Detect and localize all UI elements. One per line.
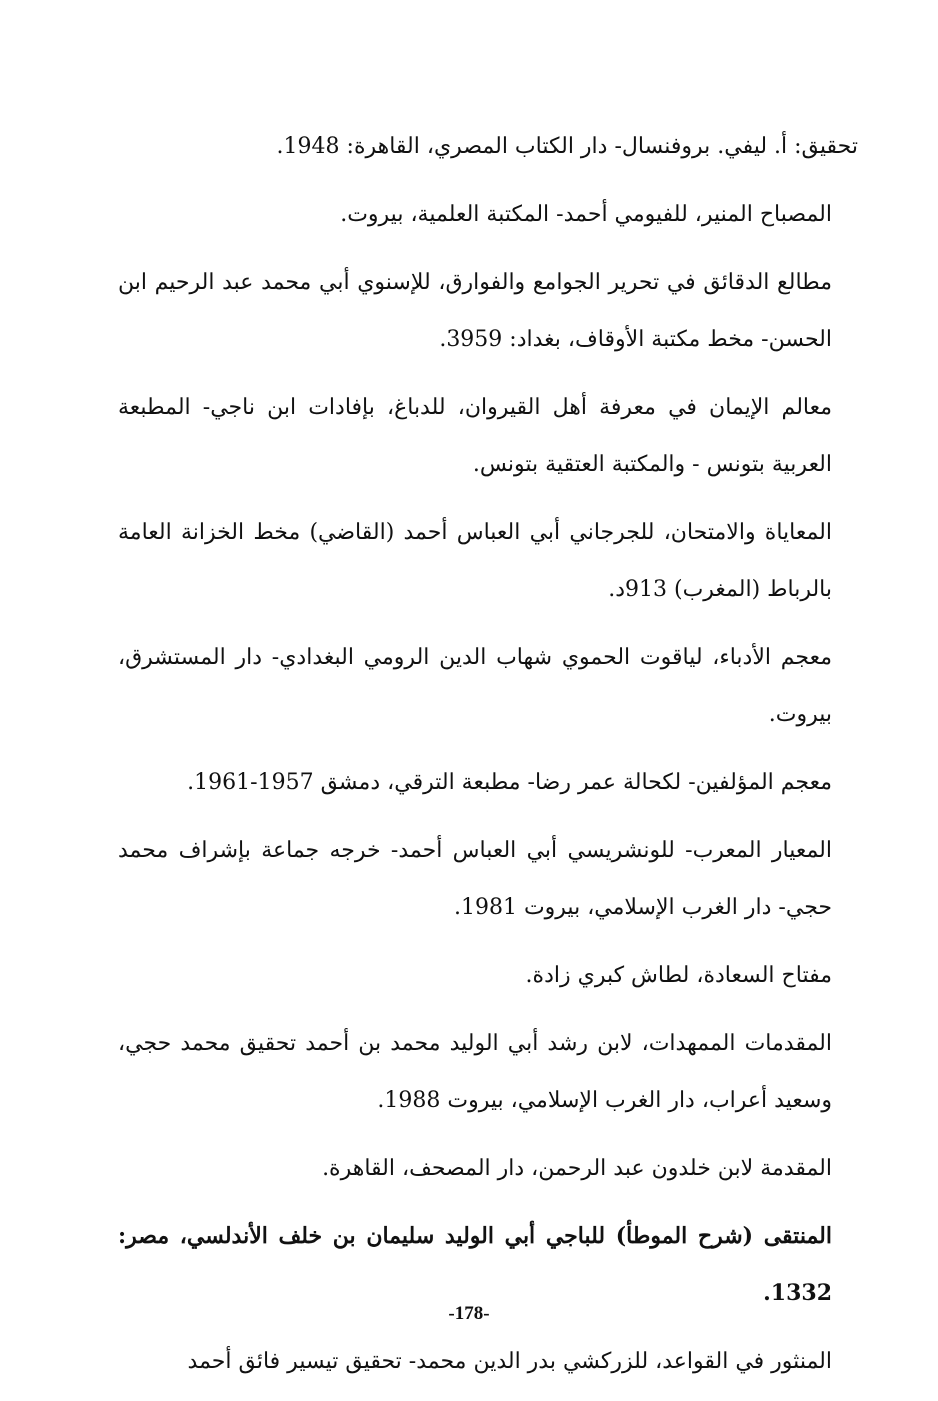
bibliography-entry: معالم الإيمان في معرفة أهل القيروان، للدباغ، بإفادات ابن ناجي- المطبعة العربية بتونس - والمكتبة العتقية بتونس.: [118, 395, 832, 477]
bibliography-entry: المعيار المعرب- للونشريسي أبي العباس أحمد- خرجه جماعة بإشراف محمد حجي- دار الغرب الإسلامي، بيروت 1981.: [118, 838, 832, 920]
bibliography-entry: معجم المؤلفين- لكحالة عمر رضا- مطبعة الترقي، دمشق 1957-1961.: [187, 770, 832, 795]
bibliography-entry: المصباح المنير، للفيومي أحمد- المكتبة العلمية، بيروت.: [340, 202, 832, 227]
bibliography-entry: المعاياة والامتحان، للجرجاني أبي العباس أحمد (القاضي) مخط الخزانة العامة بالرباط (المغرب) 913د.: [118, 520, 832, 602]
bibliography-entry: معجم الأدباء، لياقوت الحموي شهاب الدين الرومي البغدادي- دار المستشرق، بيروت.: [118, 645, 832, 727]
bibliography-entry: مطالع الدقائق في تحرير الجوامع والفوارق، للإسنوي أبي محمد عبد الرحيم ابن الحسن- مخط مكتبة الأوقاف، بغداد: 3959.: [118, 270, 832, 352]
bibliography-entry: تحقيق: أ. ليفي. بروفنسال- دار الكتاب المصري، القاهرة: 1948.: [276, 134, 858, 159]
bibliography-entry: المقدمات الممهدات، لابن رشد أبي الوليد محمد بن أحمد تحقيق محمد حجي، وسعيد أعراب، دار الغرب الإسلامي، بيروت 1988.: [118, 1031, 832, 1113]
bibliography-entry: المنثور في القواعد، للزركشي بدر الدين محمد- تحقيق تيسير فائق أحمد: [187, 1349, 832, 1374]
bibliography-entry: المنتقى (شرح الموطأ) للباجي أبي الوليد سليمان بن خلف الأندلسي، مصر: 1332.: [118, 1223, 832, 1306]
page-number: -178-: [448, 1303, 490, 1324]
bibliography-list: [118, 118, 858, 1401]
bibliography-entry: المقدمة لابن خلدون عبد الرحمن، دار المصحف، القاهرة.: [322, 1156, 832, 1181]
bibliography-entry: مفتاح السعادة، لطاش كبري زادة.: [525, 963, 832, 988]
